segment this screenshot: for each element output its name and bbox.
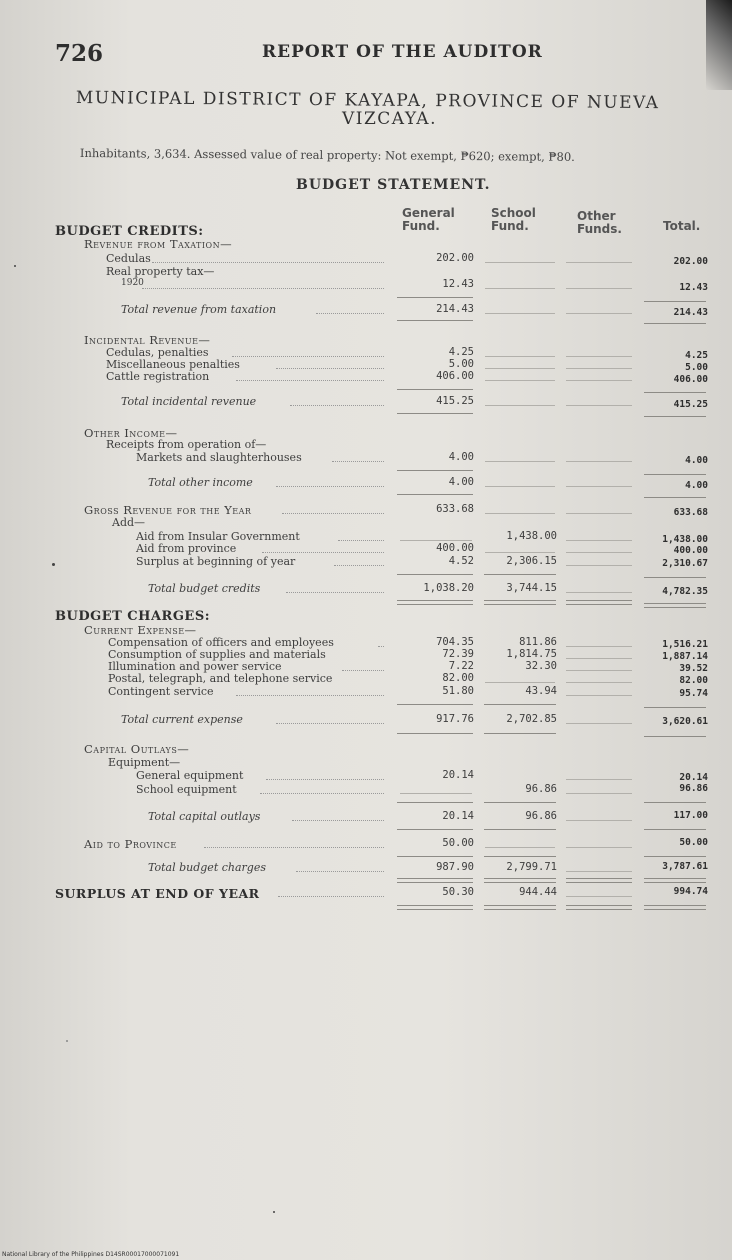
scan-speck <box>14 265 16 267</box>
page-number: 726 <box>55 40 104 67</box>
group-heading: Equipment— <box>108 756 181 769</box>
group-heading: Receipts from operation of— <box>106 438 267 451</box>
scan-speck <box>66 1040 68 1042</box>
table-row: Aid from Insular Government 1,438.00 1,438.00 <box>136 530 708 545</box>
scan-footer: National Library of the Philippines D14SR00017000071091 <box>2 1251 180 1258</box>
sum-rule <box>644 301 706 302</box>
sum-rule <box>397 704 473 705</box>
subtotal-row: Total current expense 917.76 2,702.85 3,620.61 <box>121 713 708 727</box>
sum-rule <box>644 829 706 830</box>
double-rule <box>397 600 473 605</box>
table-row: Compensation of officers and employees 704.35 811.86 1,516.21 <box>108 636 708 650</box>
double-rule <box>484 878 556 883</box>
scan-speck <box>273 1211 275 1213</box>
sum-rule <box>484 829 556 830</box>
sum-rule <box>484 704 556 705</box>
sum-rule <box>644 323 706 324</box>
double-rule <box>644 878 706 883</box>
sum-rule <box>397 389 473 390</box>
double-rule <box>566 600 632 605</box>
gross-revenue-row: Gross Revenue for the Year 633.68 633.68 <box>84 503 708 518</box>
group-heading: Real property tax— <box>106 265 215 278</box>
section-heading: BUDGET CHARGES: <box>55 609 211 624</box>
double-rule <box>644 603 706 608</box>
aid-to-province-row: Aid to Province 50.00 50.00 <box>84 837 708 851</box>
group-heading: Revenue from Taxation— <box>84 237 233 251</box>
sum-rule <box>397 829 473 830</box>
inhabitants-line: Inhabitants, 3,634. Assessed value of real property: Not exempt, ₱620; exempt, ₱80. <box>79 146 575 164</box>
group-heading: Incidental Revenue— <box>84 333 211 347</box>
sum-rule <box>644 856 706 857</box>
table-row: Aid from province 400.00 400.00 <box>136 542 708 556</box>
sum-rule <box>397 470 473 471</box>
table-row: Miscellaneous penalties 5.00 5.00 <box>106 358 708 373</box>
sum-rule <box>644 392 706 393</box>
sum-rule <box>397 320 473 321</box>
group-heading: Current Expense— <box>84 623 197 637</box>
scan-edge-shadow <box>706 0 732 90</box>
column-head-other: Other Funds. <box>577 209 622 236</box>
double-rule <box>644 905 706 910</box>
table-row: Surplus at beginning of year 4.52 2,306.15 2,310.67 <box>136 555 708 569</box>
sum-rule <box>644 474 706 475</box>
subtotal-row: Total capital outlays 20.14 96.86 117.00 <box>148 810 708 823</box>
sum-rule <box>397 574 473 575</box>
double-rule <box>566 878 632 883</box>
table-row: School equipment 96.86 96.86 <box>136 783 708 796</box>
total-row: Total budget charges 987.90 2,799.71 3,787.61 <box>148 861 708 874</box>
column-head-general: General Fund. <box>402 206 455 233</box>
group-heading: Add— <box>112 516 146 529</box>
sum-rule <box>397 856 473 857</box>
table-row: Cattle registration 406.00 406.00 <box>106 370 708 385</box>
subtotal-row: Total other income 4.00 4.00 <box>148 476 708 491</box>
sum-rule <box>644 707 706 708</box>
subtotal-row: Total revenue from taxation 214.43 214.43 <box>121 303 708 318</box>
double-rule <box>397 905 473 910</box>
sum-rule <box>644 497 706 498</box>
sum-rule <box>484 856 556 857</box>
sum-rule <box>484 574 556 575</box>
column-head-total: Total. <box>663 219 701 233</box>
table-row: Illumination and power service 7.22 32.30 39.52 <box>108 660 708 674</box>
sum-rule <box>484 733 556 734</box>
table-row: General equipment 20.14 20.14 <box>136 769 708 783</box>
sum-rule <box>397 802 473 803</box>
sum-rule <box>397 297 473 298</box>
surplus-end-row: SURPLUS AT END OF YEAR 50.30 944.44 994.74 <box>55 886 708 901</box>
double-rule <box>397 878 473 883</box>
sum-rule <box>644 577 706 578</box>
group-heading: Capital Outlays— <box>84 742 190 756</box>
table-row: 1920 12.43 12.43 <box>121 278 708 293</box>
title-line-1: MUNICIPAL DISTRICT OF KAYAPA, PROVINCE OF NUEVA <box>75 88 660 114</box>
table-row: Postal, telegraph, and telephone service 82.00 82.00 <box>108 672 708 686</box>
table-row: Contingent service 51.80 43.94 95.74 <box>108 685 708 699</box>
double-rule <box>566 905 632 910</box>
double-rule <box>484 905 556 910</box>
running-head: REPORT OF THE AUDITOR <box>262 42 543 62</box>
sum-rule <box>644 736 706 737</box>
title-line-2: VIZCAYA. <box>342 109 437 129</box>
sum-rule <box>644 802 706 803</box>
group-heading: Other Income— <box>84 426 178 440</box>
column-head-school: School Fund. <box>491 206 536 233</box>
sum-rule <box>484 802 556 803</box>
double-rule <box>484 600 556 605</box>
total-row: Total budget credits 1,038.20 3,744.15 4,782.35 <box>148 582 708 597</box>
sum-rule <box>644 416 706 417</box>
scan-speck <box>52 563 55 566</box>
table-row: Consumption of supplies and materials 72.39 1,814.75 1,887.14 <box>108 648 708 662</box>
statement-title: BUDGET STATEMENT. <box>296 177 491 193</box>
subtotal-row: Total incidental revenue 415.25 415.25 <box>121 395 708 410</box>
table-row: Cedulas 202.00 202.00 <box>106 252 708 267</box>
table-row: Markets and slaughterhouses 4.00 4.00 <box>136 451 708 466</box>
table-row: Cedulas, penalties 4.25 4.25 <box>106 346 708 361</box>
sum-rule <box>397 413 473 414</box>
sum-rule <box>397 733 473 734</box>
section-heading: BUDGET CREDITS: <box>55 224 204 239</box>
sum-rule <box>397 494 473 495</box>
